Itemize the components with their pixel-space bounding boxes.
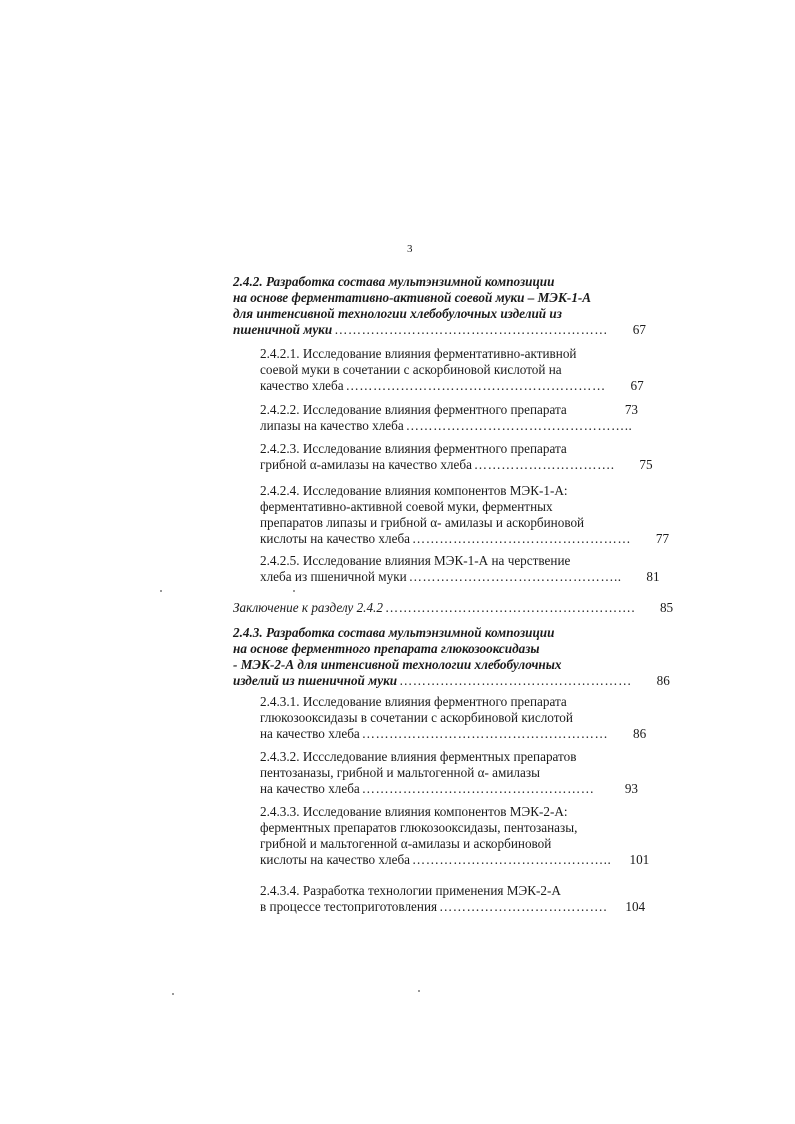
toc-leader-dots: ……………………………………………	[399, 673, 632, 688]
scan-speck	[418, 990, 420, 992]
toc-entry-conclusion[interactable]	[233, 600, 674, 616]
toc-leader-dots: ………………………………………………	[361, 726, 609, 741]
scan-speck	[293, 590, 295, 592]
toc-line: 2.4.2.4. Исследование влияния компонентов МЭК-1-А:	[260, 483, 568, 498]
toc-line: глюкозооксидазы в сочетании с аскорбиновой кислотой	[260, 710, 573, 725]
toc-line: Заключение к разделу 2.4.2	[233, 600, 383, 615]
toc-leader-dots: ……………………………………………….	[384, 600, 636, 615]
toc-entry-2-4-3-2[interactable]	[260, 749, 638, 797]
toc-line: качество хлеба	[260, 378, 344, 393]
toc-entry-2-4-2-4[interactable]	[260, 483, 670, 547]
toc-line: грибной и мальтогенной α-амилазы и аскорбиновой	[260, 836, 552, 851]
toc-line: пентозаназы, грибной и мальтогенной α- амилазы	[260, 765, 540, 780]
toc-line: кислоты на качество хлеба	[260, 531, 411, 546]
toc-line: 2.4.2.3. Исследование влияния ферментного препарата	[260, 441, 567, 456]
toc-page-number: 86	[656, 673, 670, 688]
toc-line: изделий из пшеничной муки	[233, 673, 398, 688]
toc-line: 2.4.2.1. Исследование влияния ферментативно-активной	[260, 346, 577, 361]
toc-page-number: 104	[625, 899, 646, 914]
toc-line: 2.4.3.3. Исследование влияния компонентов МЭК-2-А:	[260, 804, 568, 819]
toc-line: 2.4.2. Разработка состава мультэнзимной композиции	[233, 274, 555, 289]
toc-page-number: 85	[659, 600, 674, 615]
toc-line: на качество хлеба	[260, 726, 360, 741]
toc-leader-dots: …………………………………………………	[345, 378, 606, 393]
toc-entry-2-4-2-2[interactable]	[260, 402, 638, 434]
toc-line: ферментативно-активной соевой муки, ферментных	[260, 499, 553, 514]
toc-entry-2-4-3[interactable]	[233, 625, 670, 689]
toc-page-number: 67	[632, 322, 646, 337]
toc-line: препаратов липазы и грибной α- амилазы и аскорбиновой	[260, 515, 585, 530]
toc-page-number: 93	[624, 781, 638, 796]
toc-page-number: 81	[646, 569, 660, 584]
toc-line: хлеба из пшеничной муки	[260, 569, 407, 584]
toc-line: 2.4.2.2. Исследование влияния ферментного препарата	[260, 402, 567, 417]
toc-line: на качество хлеба	[260, 781, 360, 796]
toc-line: ферментных препаратов глюкозооксидазы, пентозаназы,	[260, 820, 578, 835]
toc-entry-2-4-3-4[interactable]	[260, 883, 646, 915]
toc-line: - МЭК-2-А для интенсивной технологии хлебобулочных	[233, 657, 562, 672]
scan-speck	[172, 993, 174, 995]
toc-leader-dots: ……………………………………………	[361, 781, 595, 796]
toc-line: 2.4.3. Разработка состава мультэнзимной композиции	[233, 625, 555, 640]
toc-entry-2-4-2-5[interactable]	[260, 553, 660, 585]
toc-line: 2.4.3.1. Исследование влияния ферментного препарата	[260, 694, 567, 709]
toc-line: соевой муки в сочетании с аскорбиновой кислотой на	[260, 362, 562, 377]
toc-line: 2.4.3.2. Иссследование влияния ферментных препаратов	[260, 749, 577, 764]
toc-line: пшеничной муки	[233, 322, 333, 337]
toc-leader-dots: …………………………………………	[412, 531, 632, 546]
toc-leader-dots: ………………………………………..	[408, 569, 622, 584]
toc-line: грибной α-амилазы на качество хлеба	[260, 457, 472, 472]
toc-line: на основе ферментного препарата глюкозооксидазы	[233, 641, 540, 656]
toc-line: липазы на качество хлеба	[260, 418, 404, 433]
toc-page-number: 67	[630, 378, 644, 393]
toc-entry-2-4-3-1[interactable]	[260, 694, 647, 742]
toc-page-number: 86	[632, 726, 647, 741]
scan-speck	[160, 590, 162, 592]
toc-line: в процессе тестоприготовления	[260, 899, 438, 914]
toc-line: 2.4.3.4. Разработка технологии применения МЭК-2-А	[260, 883, 561, 898]
toc-line: 2.4.2.5. Исследование влияния МЭК-1-А на черствение	[260, 553, 571, 568]
toc-line: для интенсивной технологии хлебобулочных изделий из	[233, 306, 562, 321]
toc-page-number: 75	[639, 457, 653, 472]
toc-entry-2-4-2[interactable]	[233, 274, 646, 338]
toc-leader-dots: ……………………………….	[439, 899, 608, 914]
toc-entry-2-4-2-1[interactable]	[260, 346, 644, 394]
page-number: 3	[407, 243, 413, 255]
toc-line: на основе ферментативно-активной соевой муки – МЭК-1-А	[233, 290, 592, 305]
toc-page-number: 77	[655, 531, 670, 546]
toc-leader-dots: ……………………………………..	[412, 852, 612, 867]
toc-entry-2-4-3-3[interactable]	[260, 804, 650, 868]
toc-leader-dots: ……………………………………………………	[334, 322, 608, 337]
toc-leader-dots: ………………………….	[473, 457, 615, 472]
toc-page-number: 73	[624, 402, 638, 417]
toc-line: кислоты на качество хлеба	[260, 852, 411, 867]
toc-leader-dots: …………………………………………..	[405, 418, 633, 433]
toc-page-number: 101	[629, 852, 650, 867]
toc-entry-2-4-2-3[interactable]	[260, 441, 653, 473]
